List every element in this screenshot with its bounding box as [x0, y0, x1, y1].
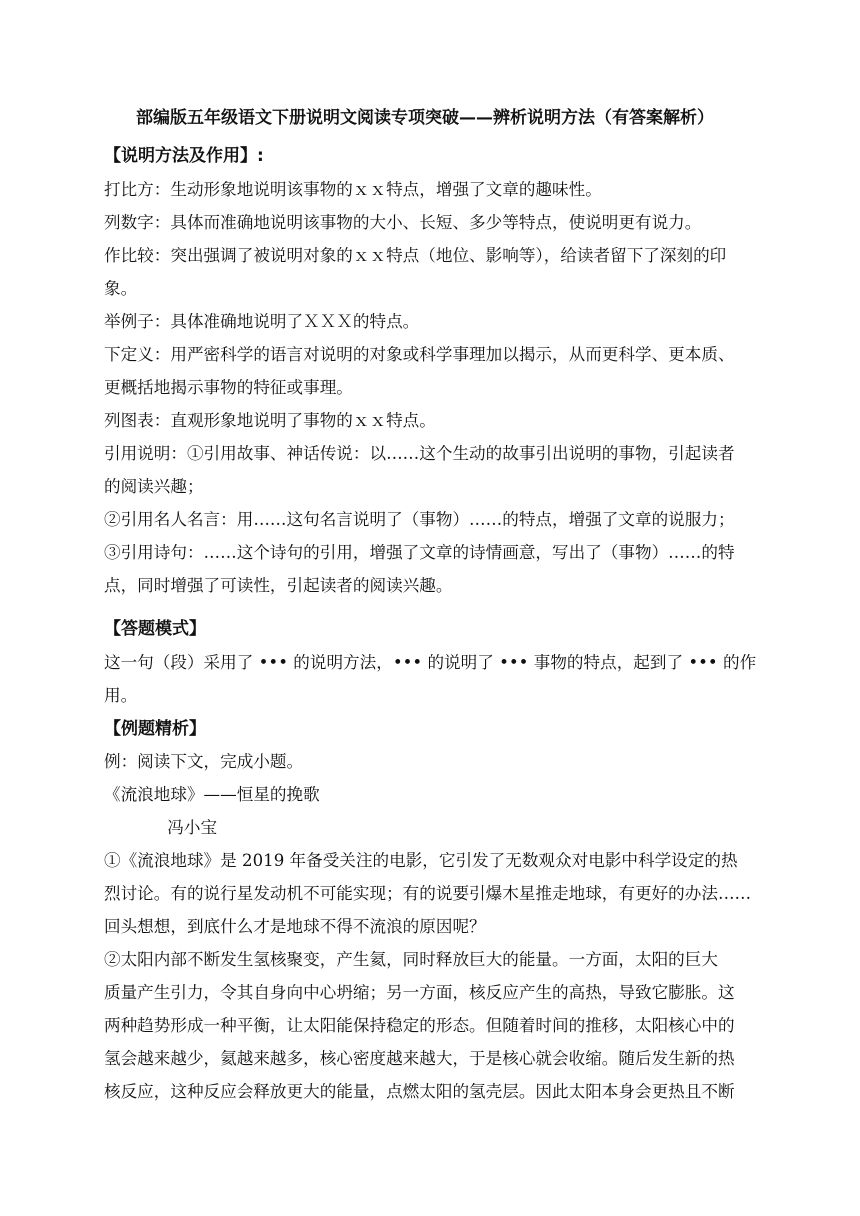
- text-line: 烈讨论。有的说行星发动机不可能实现；有的说要引爆木星推走地球，有更好的办法……: [104, 884, 752, 903]
- text-line: 用。: [104, 686, 138, 705]
- text-line: 氢会越来越少，氦越来越多，核心密度越来越大，于是核心就会收缩。随后发生新的热: [104, 1049, 735, 1068]
- text-line: 点，同时增强了可读性，引起读者的阅读兴趣。: [104, 576, 453, 595]
- example-heading: 【例题精析】: [104, 719, 206, 739]
- text-line: 象。: [104, 279, 138, 298]
- methods-heading: 【说明方法及作用】:: [104, 146, 264, 166]
- text-line: 列图表：直观形象地说明了事物的ｘｘ特点。: [104, 411, 436, 430]
- text-line: 作比较：突出强调了被说明对象的ｘｘ特点（地位、影响等），给读者留下了深刻的印: [104, 246, 727, 265]
- article-author: 冯小宝: [104, 818, 218, 837]
- text-line: ②引用名人名言：用……这句名言说明了（事物）……的特点，增强了文章的说服力；: [104, 510, 735, 529]
- text-line: 列数字：具体而准确地说明该事物的大小、长短、多少等特点，使说明更有说力。: [104, 213, 702, 232]
- text-line: ①《流浪地球》是 2019 年备受关注的电影，它引发了无数观众对电影中科学设定的热: [104, 851, 738, 870]
- text-line: 两种趋势形成一种平衡，让太阳能保持稳定的形态。但随着时间的推移，太阳核心中的: [104, 1016, 735, 1035]
- text-line: 核反应，这种反应会释放更大的能量，点燃太阳的氢壳层。因此太阳本身会更热且不断: [104, 1082, 735, 1101]
- text-line: ③引用诗句：……这个诗句的引用，增强了文章的诗情画意，写出了（事物）……的特: [104, 543, 735, 562]
- text-line: 的阅读兴趣；: [104, 477, 204, 496]
- document-title: 部编版五年级语文下册说明文阅读专项突破——辨析说明方法（有答案解析）: [136, 108, 714, 128]
- text-line: 质量产生引力，令其自身向中心坍缩；另一方面，核反应产生的高热，导致它膨胀。这: [104, 983, 735, 1002]
- text-line: 打比方：生动形象地说明该事物的ｘｘ特点，增强了文章的趣味性。: [104, 180, 602, 199]
- text-line: 引用说明：①引用故事、神话传说：以……这个生动的故事引出说明的事物，引起读者: [104, 444, 735, 463]
- text-line: 举例子：具体准确地说明了ＸＸＸ的特点。: [104, 312, 420, 331]
- article-title: 《流浪地球》——恒星的挽歌: [104, 785, 320, 804]
- text-line: 例：阅读下文，完成小题。: [104, 752, 304, 771]
- text-line: 回头想想，到底什么才是地球不得不流浪的原因呢？: [104, 917, 486, 936]
- text-line: ②太阳内部不断发生氢核聚变，产生氦，同时释放巨大的能量。一方面，太阳的巨大: [104, 950, 718, 969]
- text-line: 这一句（段）采用了 ••• 的说明方法，••• 的说明了 ••• 事物的特点，起到了 ••• 的作: [104, 653, 757, 672]
- answer-heading: 【答题模式】: [104, 619, 206, 639]
- text-line: 下定义：用严密科学的语言对说明的对象或科学事理加以揭示，从而更科学、更本质、: [104, 345, 735, 364]
- text-line: 更概括地揭示事物的特征或事理。: [104, 378, 353, 397]
